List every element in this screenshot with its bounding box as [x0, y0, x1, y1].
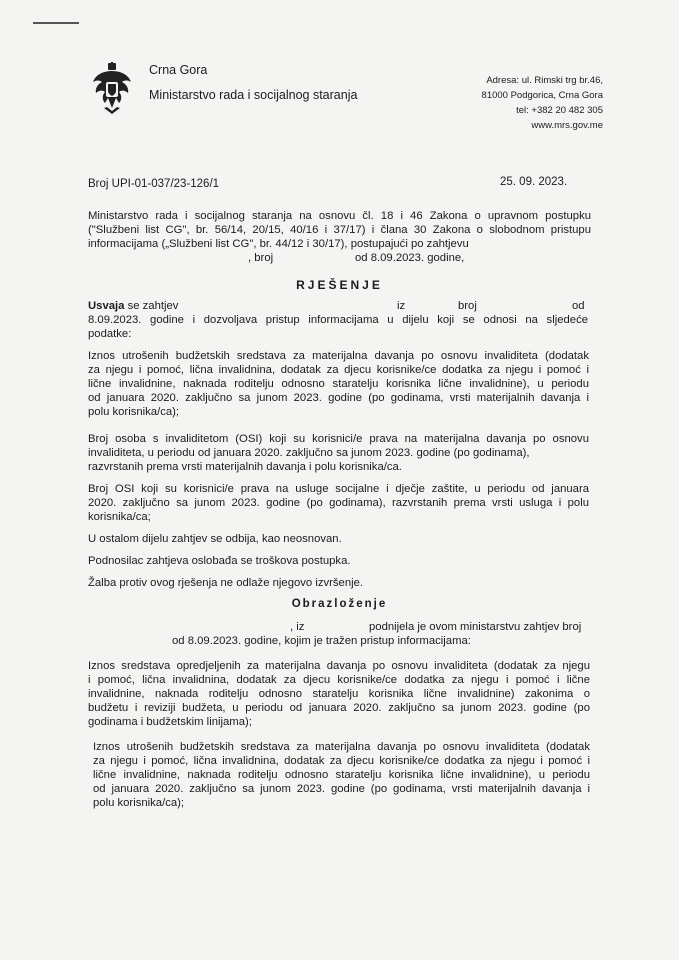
reasoning-item1-line: Iznos sredstava opredjeljenih za materijalna davanja po osnovu invaliditeta (dodatak za njegu — [88, 660, 590, 672]
decision-first-rest: se zahtjev — [124, 300, 179, 312]
decision-item2-line: razvrstanih prema vrsti materijalnih davanja i polu korisnika/ca. — [88, 461, 402, 473]
intro-line: Ministarstvo rada i socijalnog staranja na osnovu čl. 18 i 46 Zakona o upravnom postupku — [88, 210, 591, 222]
decision-od: od — [572, 300, 585, 312]
header-address — [482, 73, 603, 133]
reasoning-item2-line: za njegu i pomoć, lična invalidnina, dodatak za djecu korisnike/ce dodatka za njegu i pomoć i — [93, 755, 590, 767]
reasoning-line1-iz: , iz — [290, 621, 305, 633]
decision-costs: Podnosilac zahtjeva oslobađa se troškova postupka. — [88, 555, 351, 567]
reasoning-title: Obrazloženje — [291, 598, 388, 610]
coat-of-arms-icon — [90, 62, 134, 116]
decision-item1-line: od januara 2020. zaključno sa junom 2023. godine (po godinama, vrsti materijalnih davanja i — [88, 392, 589, 404]
decision-first-line — [88, 299, 178, 313]
intro-line: informacijama („Službeni list CG", br. 44/12 i 30/17), postupajući po zahtjevu — [88, 238, 469, 250]
address-line: tel: +382 20 482 305 — [516, 105, 603, 116]
reasoning-item2-line: lične invalidnine, naknada roditelju odnosno staratelju korisnika lične invalidnine), u periodu — [93, 769, 590, 781]
decision-rest-rejected: U ostalom dijelu zahtjev se odbija, kao neosnovan. — [88, 533, 342, 545]
decision-item2-line: Broj osoba s invaliditetom (OSI) koji su korisnici/e prava na materijalna davanja po osnovu — [88, 433, 589, 445]
decision-broj: broj — [458, 300, 477, 312]
intro-line-number: , broj — [248, 252, 274, 264]
document-number: Broj UPI-01-037/23-126/1 — [88, 178, 220, 190]
decision-iz: iz — [397, 300, 406, 312]
reasoning-item1-line: godinama i budžetskim linijama); — [88, 716, 252, 728]
decision-verb: Usvaja — [88, 300, 125, 312]
intro-line: ("Službeni list CG", br. 56/14, 20/15, 40/16 i 37/17) i člana 30 Zakona o slobodnom pristupu — [88, 224, 591, 236]
header-country: Crna Gora — [149, 63, 208, 77]
reasoning-item2-line: Iznos utrošenih budžetskih sredstava za materijalna davanja po osnovu invaliditeta (dodatak — [93, 741, 590, 753]
decision-item2-line: invaliditeta, u periodu od januara 2020. zaključno sa junom 2023. godine (po godinama), — [88, 447, 530, 459]
address-website: www.mrs.gov.me — [531, 120, 603, 131]
decision-item1-line: za njegu i pomoć, lična invalidnina, dodatak za djecu korisnike/ce dodatka za njegu i pomoć i — [88, 364, 589, 376]
decision-item3-line: 2020. zaključno sa junom 2023. godine (po godinama), razvrstanih prema vrsti usluga i polu — [88, 497, 589, 509]
reasoning-item2-line: polu korisnika/ca); — [93, 797, 185, 809]
reasoning-line2: od 8.09.2023. godine, kojim je tražen pristup informacijama: — [172, 635, 471, 647]
reasoning-item1-line: invalidnine, naknada roditelju odnosno staratelju korisnika lične invalidnine) zakonima o — [88, 688, 590, 700]
decision-appeal: Žalba protiv ovog rješenja ne odlaže njegovo izvršenje. — [88, 577, 364, 589]
reasoning-item1-line: budžetu i reviziji budžeta, u periodu od januara 2020. zaključno sa junom 2023. godine (po — [88, 702, 590, 714]
decision-item1-line: lične invalidnine, naknada roditelju odnosno staratelju korisnika lične invalidnine), u periodu — [88, 378, 589, 390]
margin-dash — [33, 22, 79, 24]
decision-item1-line: polu korisnika/ca); — [88, 406, 180, 418]
reasoning-item1-line: i pomoć, lična invalidnina, dodatak za djecu korisnike/ce dodatka za njegu i pomoć i lične — [88, 674, 590, 686]
decision-title: RJEŠENJE — [296, 278, 383, 292]
decision-item1-line: Iznos utrošenih budžetskih sredstava za materijalna davanja po osnovu invaliditeta (dodatak — [88, 350, 589, 362]
decision-line: podatke: — [88, 328, 132, 340]
decision-line: 8.09.2023. godine i dozvoljava pristup informacijama u dijelu koji se odnosi na sljedeće — [88, 314, 588, 326]
reasoning-item2-line: od januara 2020. zaključno sa junom 2023. godine (po godinama, vrsti materijalnih davanja i — [93, 783, 590, 795]
document-date: 25. 09. 2023. — [500, 176, 568, 188]
address-line: 81000 Podgorica, Crna Gora — [481, 90, 603, 101]
address-line: Adresa: ul. Rimski trg br.46, — [486, 75, 603, 86]
intro-line-date: od 8.09.2023. godine, — [355, 252, 465, 264]
reasoning-line1: podnijela je ovom ministarstvu zahtjev broj — [369, 621, 582, 633]
decision-item3-line: korisnika/ca; — [88, 511, 151, 523]
header-ministry: Ministarstvo rada i socijalnog staranja — [149, 88, 358, 102]
decision-item3-line: Broj OSI koji su korisnici/e prava na usluge socijalne i dječje zaštite, u periodu od januara — [88, 483, 589, 495]
